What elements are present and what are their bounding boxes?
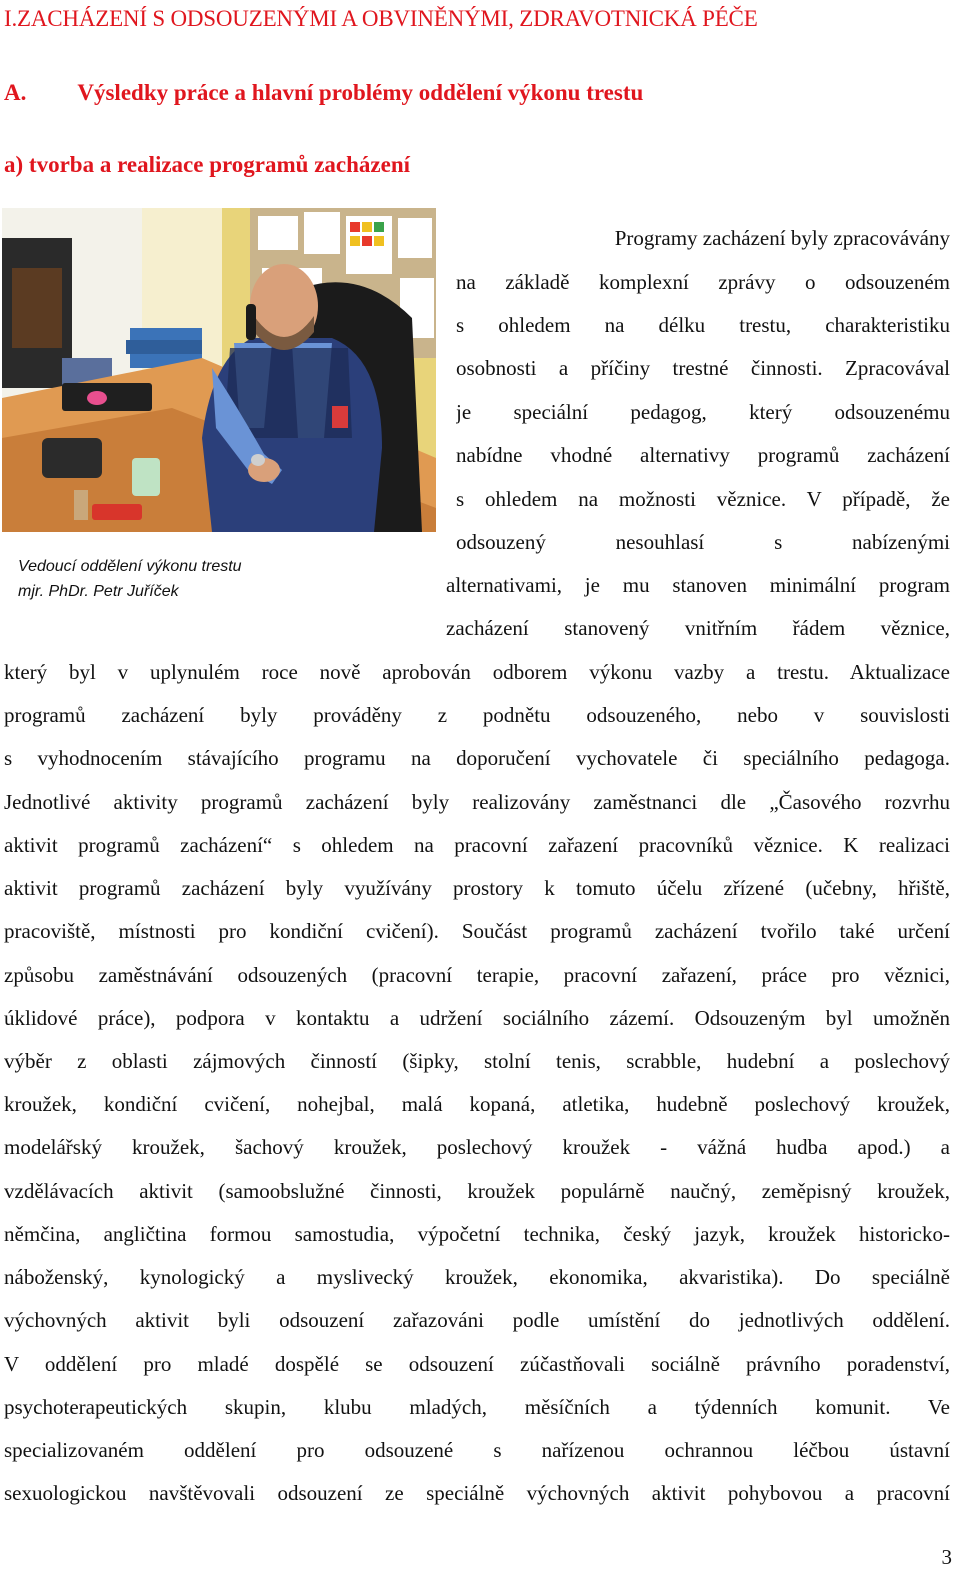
body-line: který byl v uplynulém roce nově aprobován odborem výkonu vazby a trestu. Aktualizace [4, 660, 950, 684]
body-line: s ohledem na možnosti věznice. V případě, že [456, 487, 950, 511]
body-line: alternativami, je mu stanoven minimální program [446, 573, 950, 597]
body-line: psychoterapeutických skupin, klubu mladých, měsíčních a týdenních komunit. Ve [4, 1395, 950, 1419]
body-line: němčina, angličtina formou samostudia, výpočetní technika, český jazyk, kroužek historicko- [4, 1222, 950, 1246]
section-letter: A. [4, 80, 27, 105]
body-line: způsobu zaměstnávání odsouzených (pracovní terapie, pracovní zařazení, práce pro věznici, [4, 963, 950, 987]
officer-photo [2, 208, 436, 532]
body-line: specializovaném oddělení pro odsouzené s nařízenou ochrannou léčbou ústavní [4, 1438, 950, 1462]
caption-line-1: Vedoucí oddělení výkonu trestu [18, 558, 242, 575]
body-line: výběr z oblasti zájmových činností (šipky, stolní tenis, scrabble, hudební a poslechový [4, 1049, 950, 1073]
caption-line-2: mjr. PhDr. Petr Juříček [18, 583, 179, 600]
body-line: osobnosti a příčiny trestné činnosti. Zpracovával [456, 356, 950, 380]
body-line: je speciální pedagog, který odsouzenému [456, 400, 950, 424]
body-line: odsouzený nesouhlasí s nabízenými [456, 530, 950, 554]
body-line: kroužek, kondiční cvičení, nohejbal, malá kopaná, atletika, hudebně poslechový kroužek, [4, 1092, 950, 1116]
body-line: nabídne vhodné alternativy programů zacházení [456, 443, 950, 467]
body-line: náboženský, kynologický a myslivecký kroužek, ekonomika, akvaristika). Do speciálně [4, 1265, 950, 1289]
subsection-heading: a) tvorba a realizace programů zacházení [4, 152, 411, 177]
body-line: výchovných aktivit byli odsouzení zařazováni podle umístění do jednotlivých oddělení. [4, 1308, 950, 1332]
body-line: pracoviště, místnosti pro kondiční cvičení). Součást programů zacházení tvořilo také určení [4, 919, 950, 943]
section-title: Výsledky práce a hlavní problémy oddělení výkonu trestu [77, 80, 644, 105]
body-line: sexuologickou navštěvovali odsouzení ze speciálně výchovných aktivit pohybovou a pracovní [4, 1481, 950, 1505]
page-number: 3 [941, 1545, 952, 1569]
chapter-heading: I.ZACHÁZENÍ S ODSOUZENÝMI A OBVINĚNÝMI, ZDRAVOTNICKÁ PÉČE [4, 6, 758, 31]
photo-caption [18, 554, 242, 604]
body-line: aktivit programů zacházení“ s ohledem na pracovní zařazení pracovníků věznice. K realizaci [4, 833, 950, 857]
body-line: Jednotlivé aktivity programů zacházení byly realizovány zaměstnanci dle „Časového rozvrhu [4, 790, 950, 814]
body-line: aktivit programů zacházení byly využívány prostory k tomuto účelu zřízené (učebny, hřiště, [4, 876, 950, 900]
body-line: programů zacházení byly prováděny z podnětu odsouzeného, nebo v souvislosti [4, 703, 950, 727]
body-line: zacházení stanovený vnitřním řádem věznice, [446, 616, 950, 640]
body-line: úklidové práce), podpora v kontaktu a udržení sociálního zázemí. Odsouzeným byl umožněn [4, 1006, 950, 1030]
body-line: s ohledem na délku trestu, charakteristiku [456, 313, 950, 337]
body-line: V oddělení pro mladé dospělé se odsouzení zúčastňovali sociálně právního poradenství, [4, 1352, 950, 1376]
body-line: modelářský kroužek, šachový kroužek, poslechový kroužek - vážná hudba apod.) a [4, 1135, 950, 1159]
section-heading [4, 80, 643, 106]
body-line: s vyhodnocením stávajícího programu na doporučení vychovatele či speciálního pedagoga. [4, 746, 950, 770]
body-line: na základě komplexní zprávy o odsouzeném [456, 270, 950, 294]
body-line: vzdělávacích aktivit (samoobslužné činnosti, kroužek populárně naučný, zeměpisný kroužek, [4, 1179, 950, 1203]
body-line: Programy zacházení byly zpracovávány [614, 226, 950, 250]
